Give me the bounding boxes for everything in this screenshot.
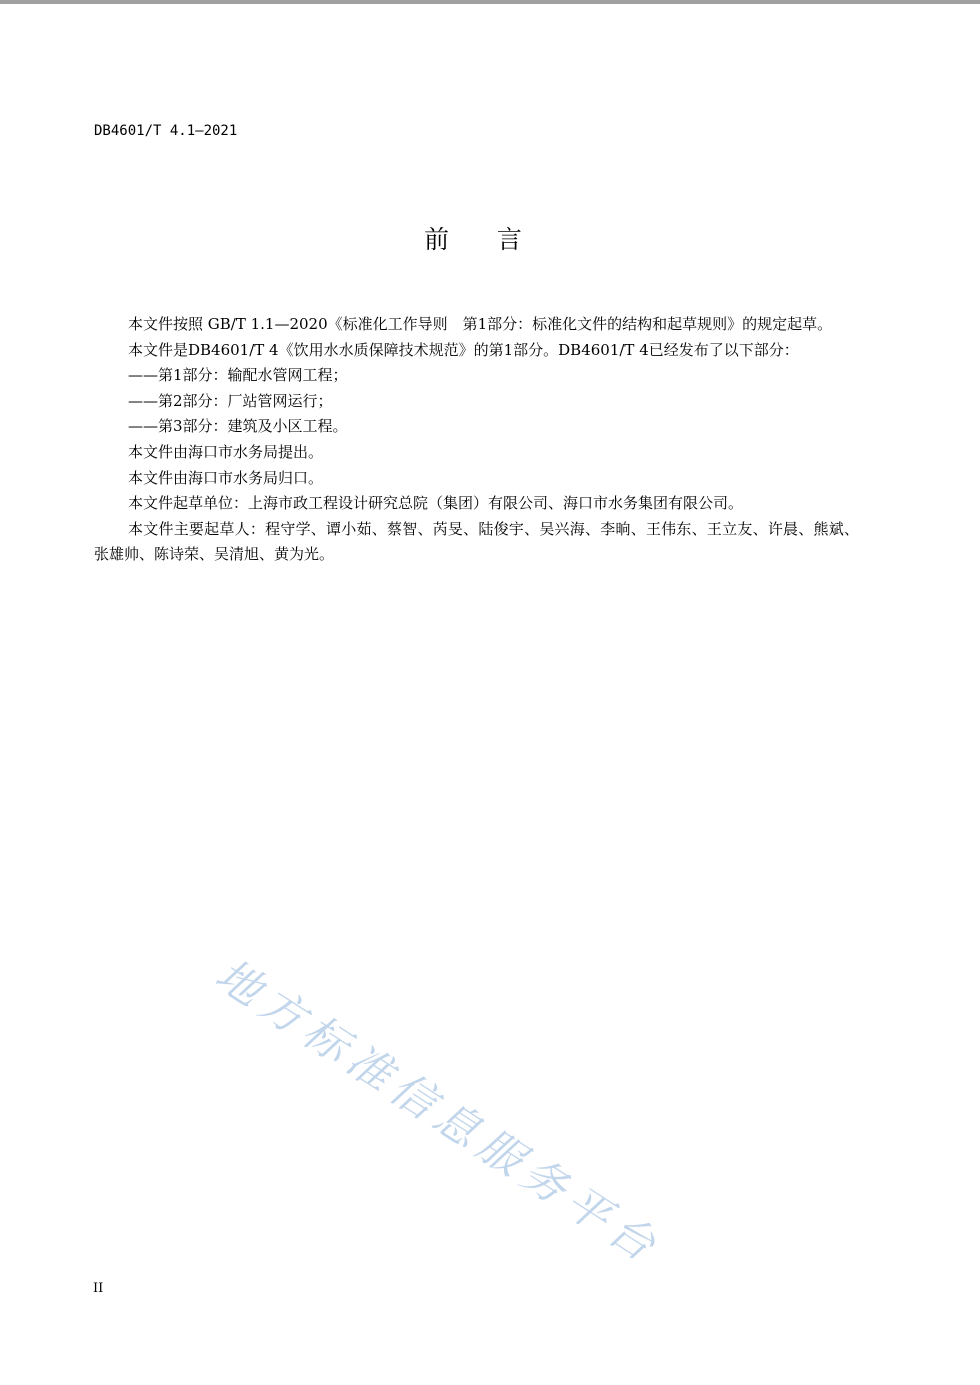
- paragraph-drafters: 本文件主要起草人：程守学、谭小茹、蔡智、芮旻、陆俊宇、吴兴海、李晌、王伟东、王立友、许晨、熊斌、张雄帅、陈诗荣、吴清旭、黄为光。: [94, 519, 859, 564]
- list-item-part-2: ——第2部分：厂站管网运行；: [128, 391, 333, 410]
- paragraph-part-statement: 本文件是DB4601/T 4《饮用水水质保障技术规范》的第1部分。DB4601/T 4已经发布了以下部分：: [128, 340, 799, 359]
- platform-watermark: 地方标准信息服务平台: [206, 949, 671, 1276]
- section-title: 前 言: [424, 225, 522, 254]
- page-number: II: [93, 1281, 104, 1296]
- top-border-rule: [0, 0, 980, 4]
- paragraph-drafting-units: 本文件起草单位：上海市政工程设计研究总院（集团）有限公司、海口市水务集团有限公司。: [128, 494, 744, 513]
- list-item-part-3: ——第3部分：建筑及小区工程。: [128, 417, 348, 436]
- foreword-body: [94, 312, 859, 568]
- list-item-part-1: ——第1部分：输配水管网工程；: [128, 366, 348, 385]
- paragraph-proposer: 本文件由海口市水务局提出。: [128, 442, 324, 461]
- paragraph-administrator: 本文件由海口市水务局归口。: [128, 468, 324, 487]
- paragraph-drafting-basis: 本文件按照 GB/T 1.1—2020《标准化工作导则 第1部分：标准化文件的结构和起草规则》的规定起草。: [128, 315, 833, 333]
- document-code: DB4601/T 4.1—2021: [94, 123, 238, 139]
